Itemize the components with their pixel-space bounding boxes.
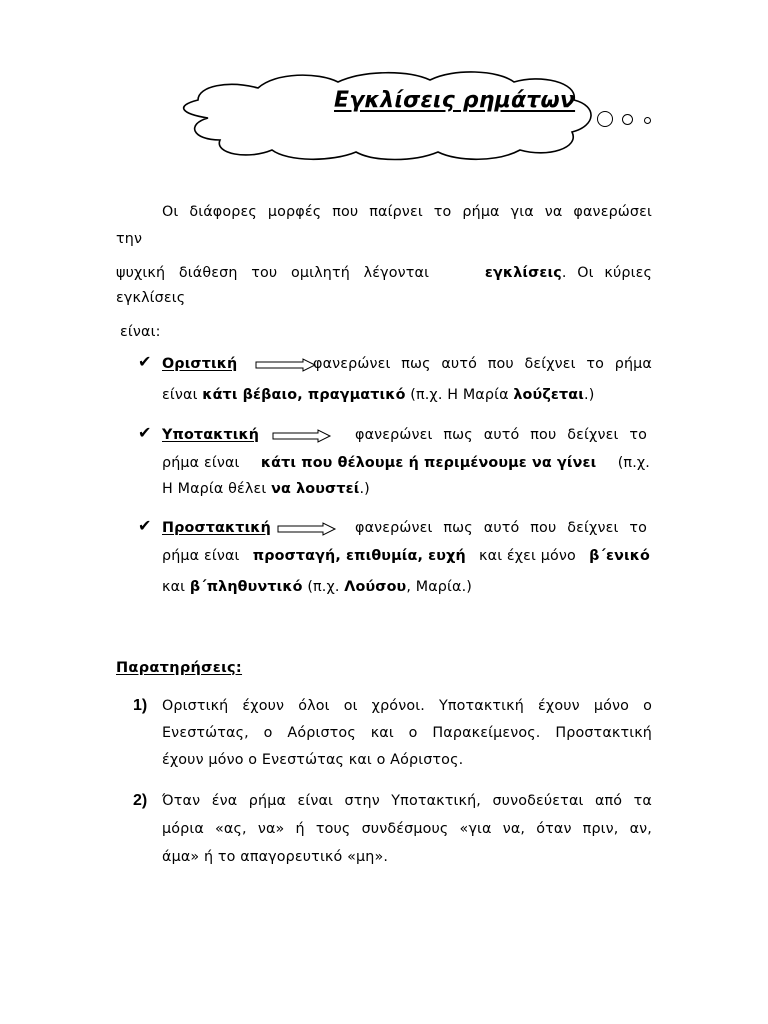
note-2-line-2: μόρια «ας, να» ή τους συνδέσμους «για να, όταν πριν, αν,: [162, 821, 652, 837]
outline-arrow-icon: [255, 358, 317, 372]
mood-name-text: Προστακτική: [162, 520, 271, 536]
note-1-line-2: Ενεστώτας, ο Αόριστος και ο Παρακείμενος. Προστακτική: [162, 725, 652, 741]
intro-line-1: Οι διάφορες μορφές που παίρνει το ρήμα για να φανερώσει: [162, 204, 652, 220]
mood-name-ypotaktiki: [162, 426, 259, 444]
mood-3-text-c: και έχει μόνο: [479, 548, 576, 564]
mood-3-line-1: φανερώνει πως αυτό που δείχνει το: [355, 520, 647, 536]
mood-3-singular: β΄ενικό: [589, 548, 650, 564]
thought-bubble-large: [597, 111, 613, 127]
mood-2-text-c: (π.χ.: [617, 455, 650, 471]
mood-name-oristiki: [162, 355, 237, 373]
intro-keyword-wrap: [485, 264, 652, 282]
note-number: 1): [133, 697, 148, 714]
mood-2-text-3a: Η Μαρία θέλει: [162, 481, 272, 497]
mood-2-text-3c: .): [359, 481, 370, 497]
mood-3-text-3e: , Μαρία.): [406, 579, 473, 595]
mood-name-text: Οριστική: [162, 356, 238, 372]
outline-arrow-icon: [272, 429, 332, 443]
title-cloud-shape: [168, 66, 598, 162]
mood-1-line-2: [162, 386, 594, 404]
mood-name-prostaktiki: [162, 519, 271, 537]
mood-3-text-3a: και: [162, 579, 190, 595]
mood-3-example-verb: Λούσου: [344, 579, 407, 595]
mood-1-text-e: .): [584, 387, 595, 403]
intro-line-3: [116, 264, 652, 282]
mood-2-line-3: [162, 480, 370, 498]
thought-bubble-medium: [622, 114, 633, 125]
mood-3-text-a: ρήμα είναι: [162, 548, 240, 564]
mood-3-keyword: προσταγή, επιθυμία, ευχή: [252, 548, 466, 564]
mood-3-line-3: [162, 578, 472, 596]
thought-bubble-small: [644, 117, 651, 124]
mood-2-example-verb: να λουστεί: [271, 481, 360, 497]
mood-2-text-a: ρήμα είναι: [162, 455, 240, 471]
mood-1-line-1: φανερώνει πως αυτό που δείχνει το ρήμα: [313, 356, 652, 372]
outline-arrow-icon: [277, 522, 337, 536]
mood-1-example-verb: λούζεται: [513, 387, 585, 403]
mood-1-text-a: είναι: [162, 387, 203, 403]
intro-line-2: την: [116, 231, 143, 247]
mood-2-line-2: [162, 454, 650, 472]
mood-1-text-c: (π.χ. Η Μαρία: [405, 387, 514, 403]
mood-3-plural: β΄πληθυντικό: [189, 579, 303, 595]
intro-line-4: εγκλίσεις: [116, 290, 186, 306]
checkmark-icon: ✔: [138, 516, 152, 535]
note-number: 2): [133, 792, 148, 809]
mood-1-keyword: κάτι βέβαιο, πραγματικό: [202, 387, 406, 403]
mood-2-keyword: κάτι που θέλουμε ή περιμένουμε να γίνει: [260, 455, 597, 471]
intro-text-c: . Οι κύριες: [561, 265, 652, 281]
intro-keyword: εγκλίσεις: [484, 265, 562, 281]
intro-line-5: είναι:: [120, 324, 161, 340]
mood-name-text: Υποτακτική: [162, 427, 260, 443]
mood-2-line-1: φανερώνει πως αυτό που δείχνει το: [355, 427, 647, 443]
notes-heading: Παρατηρήσεις:: [116, 660, 243, 676]
note-1-line-3: έχουν μόνο ο Ενεστώτας και ο Αόριστος.: [162, 752, 464, 768]
note-2-line-1: Όταν ένα ρήμα είναι στην Υποτακτική, συνοδεύεται από τα: [162, 793, 652, 809]
note-2-line-3: άμα» ή το απαγορευτικό «μη».: [162, 849, 389, 865]
intro-text-a: ψυχική διάθεση του ομιλητή λέγονται: [116, 265, 430, 281]
note-1-line-1: Οριστική έχουν όλοι οι χρόνοι. Υποτακτική έχουν μόνο ο: [162, 698, 652, 714]
mood-3-line-2: [162, 547, 650, 565]
checkmark-icon: ✔: [138, 352, 152, 371]
page-title: Εγκλίσεις ρημάτων: [334, 88, 576, 113]
checkmark-icon: ✔: [138, 423, 152, 442]
mood-3-text-3c: (π.χ.: [302, 579, 345, 595]
